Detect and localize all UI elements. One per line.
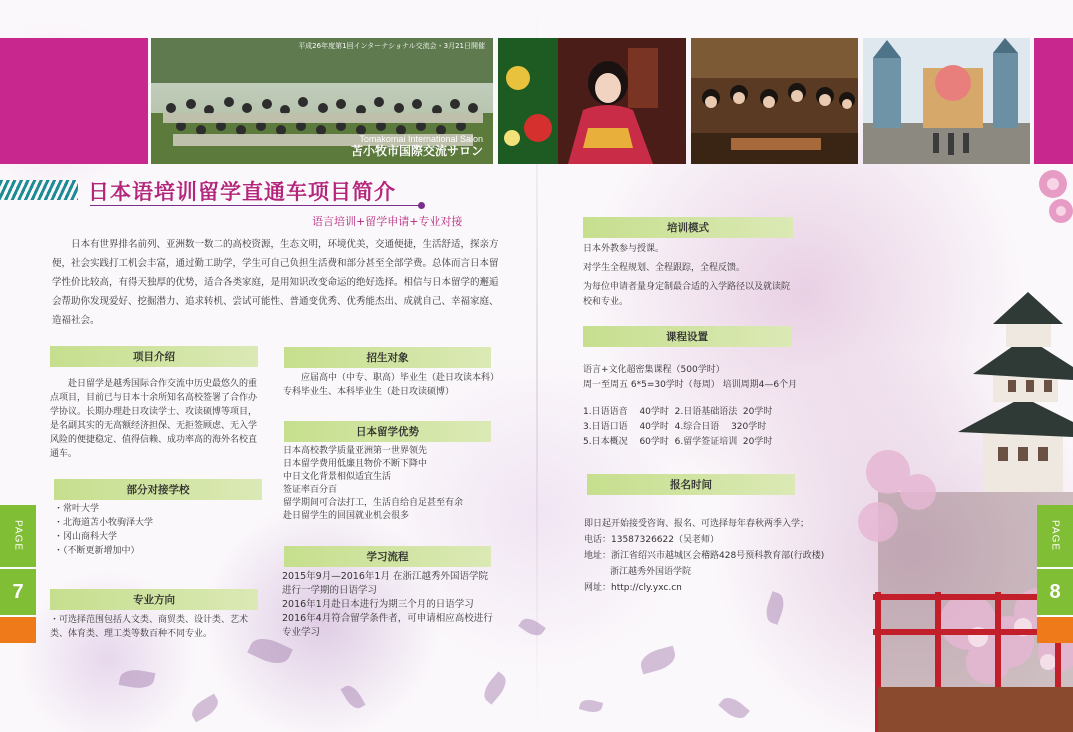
photo-top-caption: 平成26年度第1回インターナショナル交流会・3月21日開催 [298, 42, 485, 50]
list-item: 日本留学费用低廉且物价不断下降中 [283, 459, 428, 469]
course-list-item: 3.日语口语 40学时 4.综合日语 320学时 [583, 422, 767, 432]
partner-schools-list [54, 502, 262, 558]
page-number: 8 [1037, 567, 1073, 615]
theme-park-photo-image [863, 38, 1030, 164]
pink-corner-block-right [1034, 38, 1073, 164]
section-header-project-intro: 项目介绍 [50, 346, 258, 367]
courses-text [583, 363, 813, 450]
section-header-enrollment: 招生对象 [284, 347, 491, 368]
pink-corner-block-left [0, 38, 148, 164]
page-tab-right [1037, 505, 1073, 643]
list-item: 中日文化背景相似适宜生活 [283, 472, 392, 482]
page-tab-orange [0, 615, 36, 643]
majors-body: 可选择范围包括人文类、商贸类、设计类、艺术类、体育类、理工类等数百种不同专业。 [50, 615, 249, 639]
page-label: PAGE [1049, 520, 1061, 552]
photo-group-students [151, 38, 493, 164]
list-item: 对学生全程规划、全程跟踪，全程反馈。 [583, 263, 746, 273]
advantages-list [283, 445, 495, 523]
photo-theme-park [863, 38, 1030, 164]
registration-address: 地址：浙江省绍兴市越城区会稽路428号预科教育部(行政楼) [584, 551, 825, 561]
list-item: 2015年9月—2016年1月 在浙江越秀外国语学院进行一学期的日语学习 [282, 571, 488, 596]
intro-paragraph: 日本有世界排名前列、亚洲数一数二的高校资源，生态文明，环境优美，交通便捷，生活舒适，探亲方便，社会实践打工机会丰富，通过勤工助学，学生可自己负担生活费和部分甚至全部学费。总体而言日本留学性价比较高，有得天独厚的优势，适合各类家庭，是用知识改变命运的绝好选择。相信与日本留学的邂逅会帮助你发现爱好、挖掘潜力、追求转机、尝试可能性、普通变优秀、优秀能杰出、成就自己、幸福家庭、造福社会。 [52, 239, 499, 326]
list-item: ・ 冈山商科大学 [54, 530, 262, 544]
title-underline [90, 205, 420, 206]
page-number: 7 [0, 567, 36, 615]
kimono-photo-image [498, 38, 686, 164]
list-item: 为每位申请者量身定制最合适的入学路径以及就读院校和专业。 [583, 282, 791, 307]
list-item: 签证率百分百 [283, 485, 338, 495]
course-list-item: 5.日本概况 60学时 6.留学签证培训 20学时 [583, 437, 773, 447]
section-header-training-mode: 培训模式 [583, 217, 793, 238]
section-header-advantages: 日本留学优势 [284, 421, 491, 442]
page-subtitle: 语言培训+留学申请+专业对接 [312, 215, 463, 228]
registration-website: 网址：http://cly.yxc.cn [584, 583, 682, 593]
section-header-majors: 专业方向 [50, 589, 258, 610]
section-header-partner-schools: 部分对接学校 [54, 479, 262, 500]
section-header-courses: 课程设置 [583, 326, 791, 347]
process-list [282, 570, 496, 640]
photo-kimono-girl [498, 38, 686, 164]
list-item: 赴日留学生的回国就业机会很多 [283, 511, 410, 521]
page-tab-orange [1037, 615, 1073, 643]
list-item: 日本高校教学质量亚洲第一世界领先 [283, 446, 428, 456]
list-item: 2016年1月赴日本进行为期三个月的日语学习 [282, 599, 474, 610]
page-label: PAGE [12, 520, 24, 552]
registration-phone: 电话：13587326622（吴老师） [584, 535, 719, 545]
list-item: 2016年4月符合留学条件者，可申请相应高校进行专业学习 [282, 613, 493, 638]
courses-line-1: 语言+文化超密集课程（500学时） [583, 365, 725, 375]
registration-line-1: 即日起开始接受咨询、报名、可选择每年春秋两季入学； [584, 519, 810, 529]
title-underline-dot [418, 202, 425, 209]
registration-school: 浙江越秀外国语学院 [610, 567, 692, 577]
project-intro-text: 赴日留学是越秀国际合作交流中历史最悠久的重点项目，目前已与日本十余所知名高校签署了合作办学协议。长期办理赴日攻读学士、攻读硕博等项目，是名副其实的无高额经济担保、无拒签顾虑、无入学风险的便捷稳定、值得信赖、成功率高的海外名校直通车。 [50, 379, 258, 459]
cherry-blossom-branch [1033, 166, 1073, 236]
page-tab-label-box [0, 505, 36, 567]
title-stripe-decoration [0, 180, 78, 200]
list-item: 日本外教参与授课。 [583, 244, 665, 254]
list-item: ・ （不断更新增加中） [54, 544, 262, 558]
photo-dinner-group [691, 38, 858, 164]
enrollment-text: 应届高中（中专、职高）毕业生（赴日攻读本科）专科毕业生、本科毕业生（赴日攻读硕博） [283, 373, 495, 397]
courses-line-2: 周一至周五 6*5=30学时（每周） 培训周期4—6个月 [583, 380, 798, 390]
course-list-item: 1.日语语音 40学时 2.日语基础语法 20学时 [583, 407, 773, 417]
list-item: ・ 北海道苫小牧驹泽大学 [54, 516, 262, 530]
majors-text [50, 613, 262, 641]
section-header-registration: 报名时间 [587, 474, 795, 495]
photo-caption-english: Tomakomai International Salon [359, 134, 483, 144]
training-mode-list [583, 242, 798, 310]
bullet-dot: ・ [50, 615, 60, 625]
dinner-photo-image [691, 38, 858, 164]
list-item: ・ 常叶大学 [54, 502, 262, 516]
page-tab-left [0, 505, 36, 643]
page-title: 日本语培训留学直通车项目简介 [88, 180, 396, 204]
page-tab-label-box [1037, 505, 1073, 567]
photo-caption-japanese: 苫小牧市国際交流サロン [350, 144, 483, 158]
list-item: 留学期间可合法打工，生活自给自足甚至有余 [283, 498, 464, 508]
registration-text [584, 516, 834, 596]
section-header-process: 学习流程 [284, 546, 491, 567]
title-row [88, 176, 396, 206]
